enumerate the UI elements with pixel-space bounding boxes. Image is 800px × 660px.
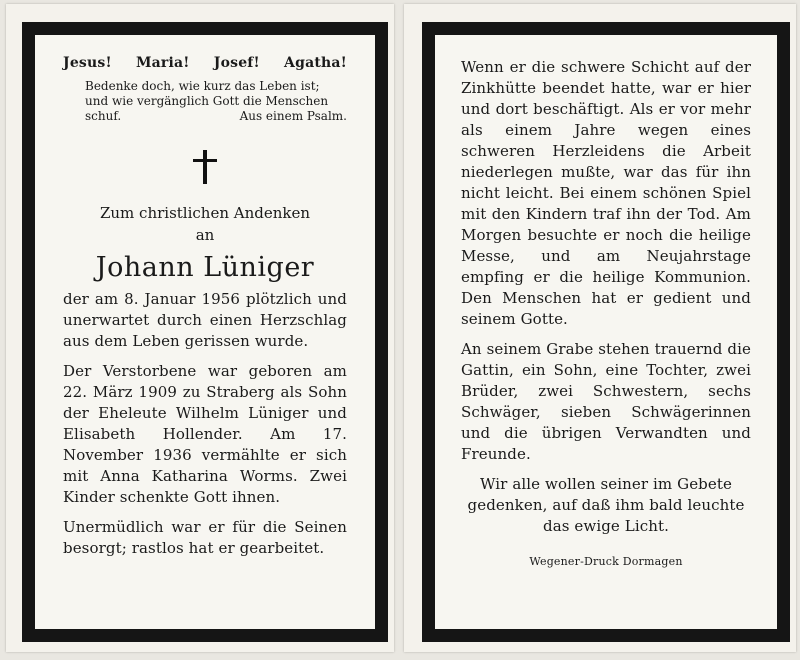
invocation-line: Jesus! Maria! Josef! Agatha! (63, 55, 347, 71)
psalm-line-1: Bedenke doch, wie kurz das Leben ist; (85, 79, 320, 93)
memorial-an: an (195, 226, 215, 244)
printer-credit: Wegener-Druck Dormagen (529, 555, 683, 568)
black-mourning-border-left (22, 22, 388, 642)
prayer-paragraph: Wir alle wollen seiner im Gebete gedenken, auf daß ihm bald leuchte das ewige Licht. (467, 475, 745, 535)
memorial-card-left-page (6, 4, 394, 652)
death-paragraph: der am 8. Januar 1956 plötzlich und unerwartet durch einen Herzschlag aus dem Leben gerissen wurde. (63, 290, 347, 350)
psalm-line-3: schuf. (85, 109, 122, 123)
psalm-quote (85, 79, 347, 124)
character-paragraph: Unermüdlich war er für die Seinen besorgt; rastlos hat er gearbeitet. (63, 518, 347, 557)
psalm-line-2: und wie vergänglich Gott die Menschen (85, 94, 329, 108)
biography-paragraph: Der Verstorbene war geboren am 22. März 1909 zu Straberg als Sohn der Eheleute Wilhelm Lüniger und Elisabeth Hollender. Am 17. November 1936 vermählte er sich mit Anna Katharina Worms. Zwei Kinder schenkte Gott ihnen. (63, 362, 347, 506)
memorial-line: Zum christlichen Andenken (99, 204, 311, 222)
black-mourning-border-right (422, 22, 790, 642)
cross-icon (193, 150, 217, 184)
deceased-name: Johann Lüniger (95, 252, 315, 283)
psalm-source: Aus einem Psalm. (239, 109, 347, 123)
mourners-paragraph: An seinem Grabe stehen trauernd die Gattin, ein Sohn, eine Tochter, zwei Brüder, zwei Schwestern, sechs Schwäger, sieben Schwägerinnen und die übrigen Verwandten und Freunde. (461, 340, 751, 463)
life-paragraph: Wenn er die schwere Schicht auf der Zinkhütte beendet hatte, war er hier und dort beschäftigt. Als er vor mehr als einem Jahre wegen eines schweren Herzleidens die Arbeit niederlegen mußte, war das für ihn nicht leicht. Bei einem schönen Spiel mit den Kindern traf ihn der Tod. Am Morgen besuchte er noch die heilige Messe, und am Neujahrstage empfing er die heilige Kommunion. Den Menschen hat er gedient und seinem Gotte. (461, 58, 751, 328)
memorial-card-right-page (404, 4, 796, 652)
